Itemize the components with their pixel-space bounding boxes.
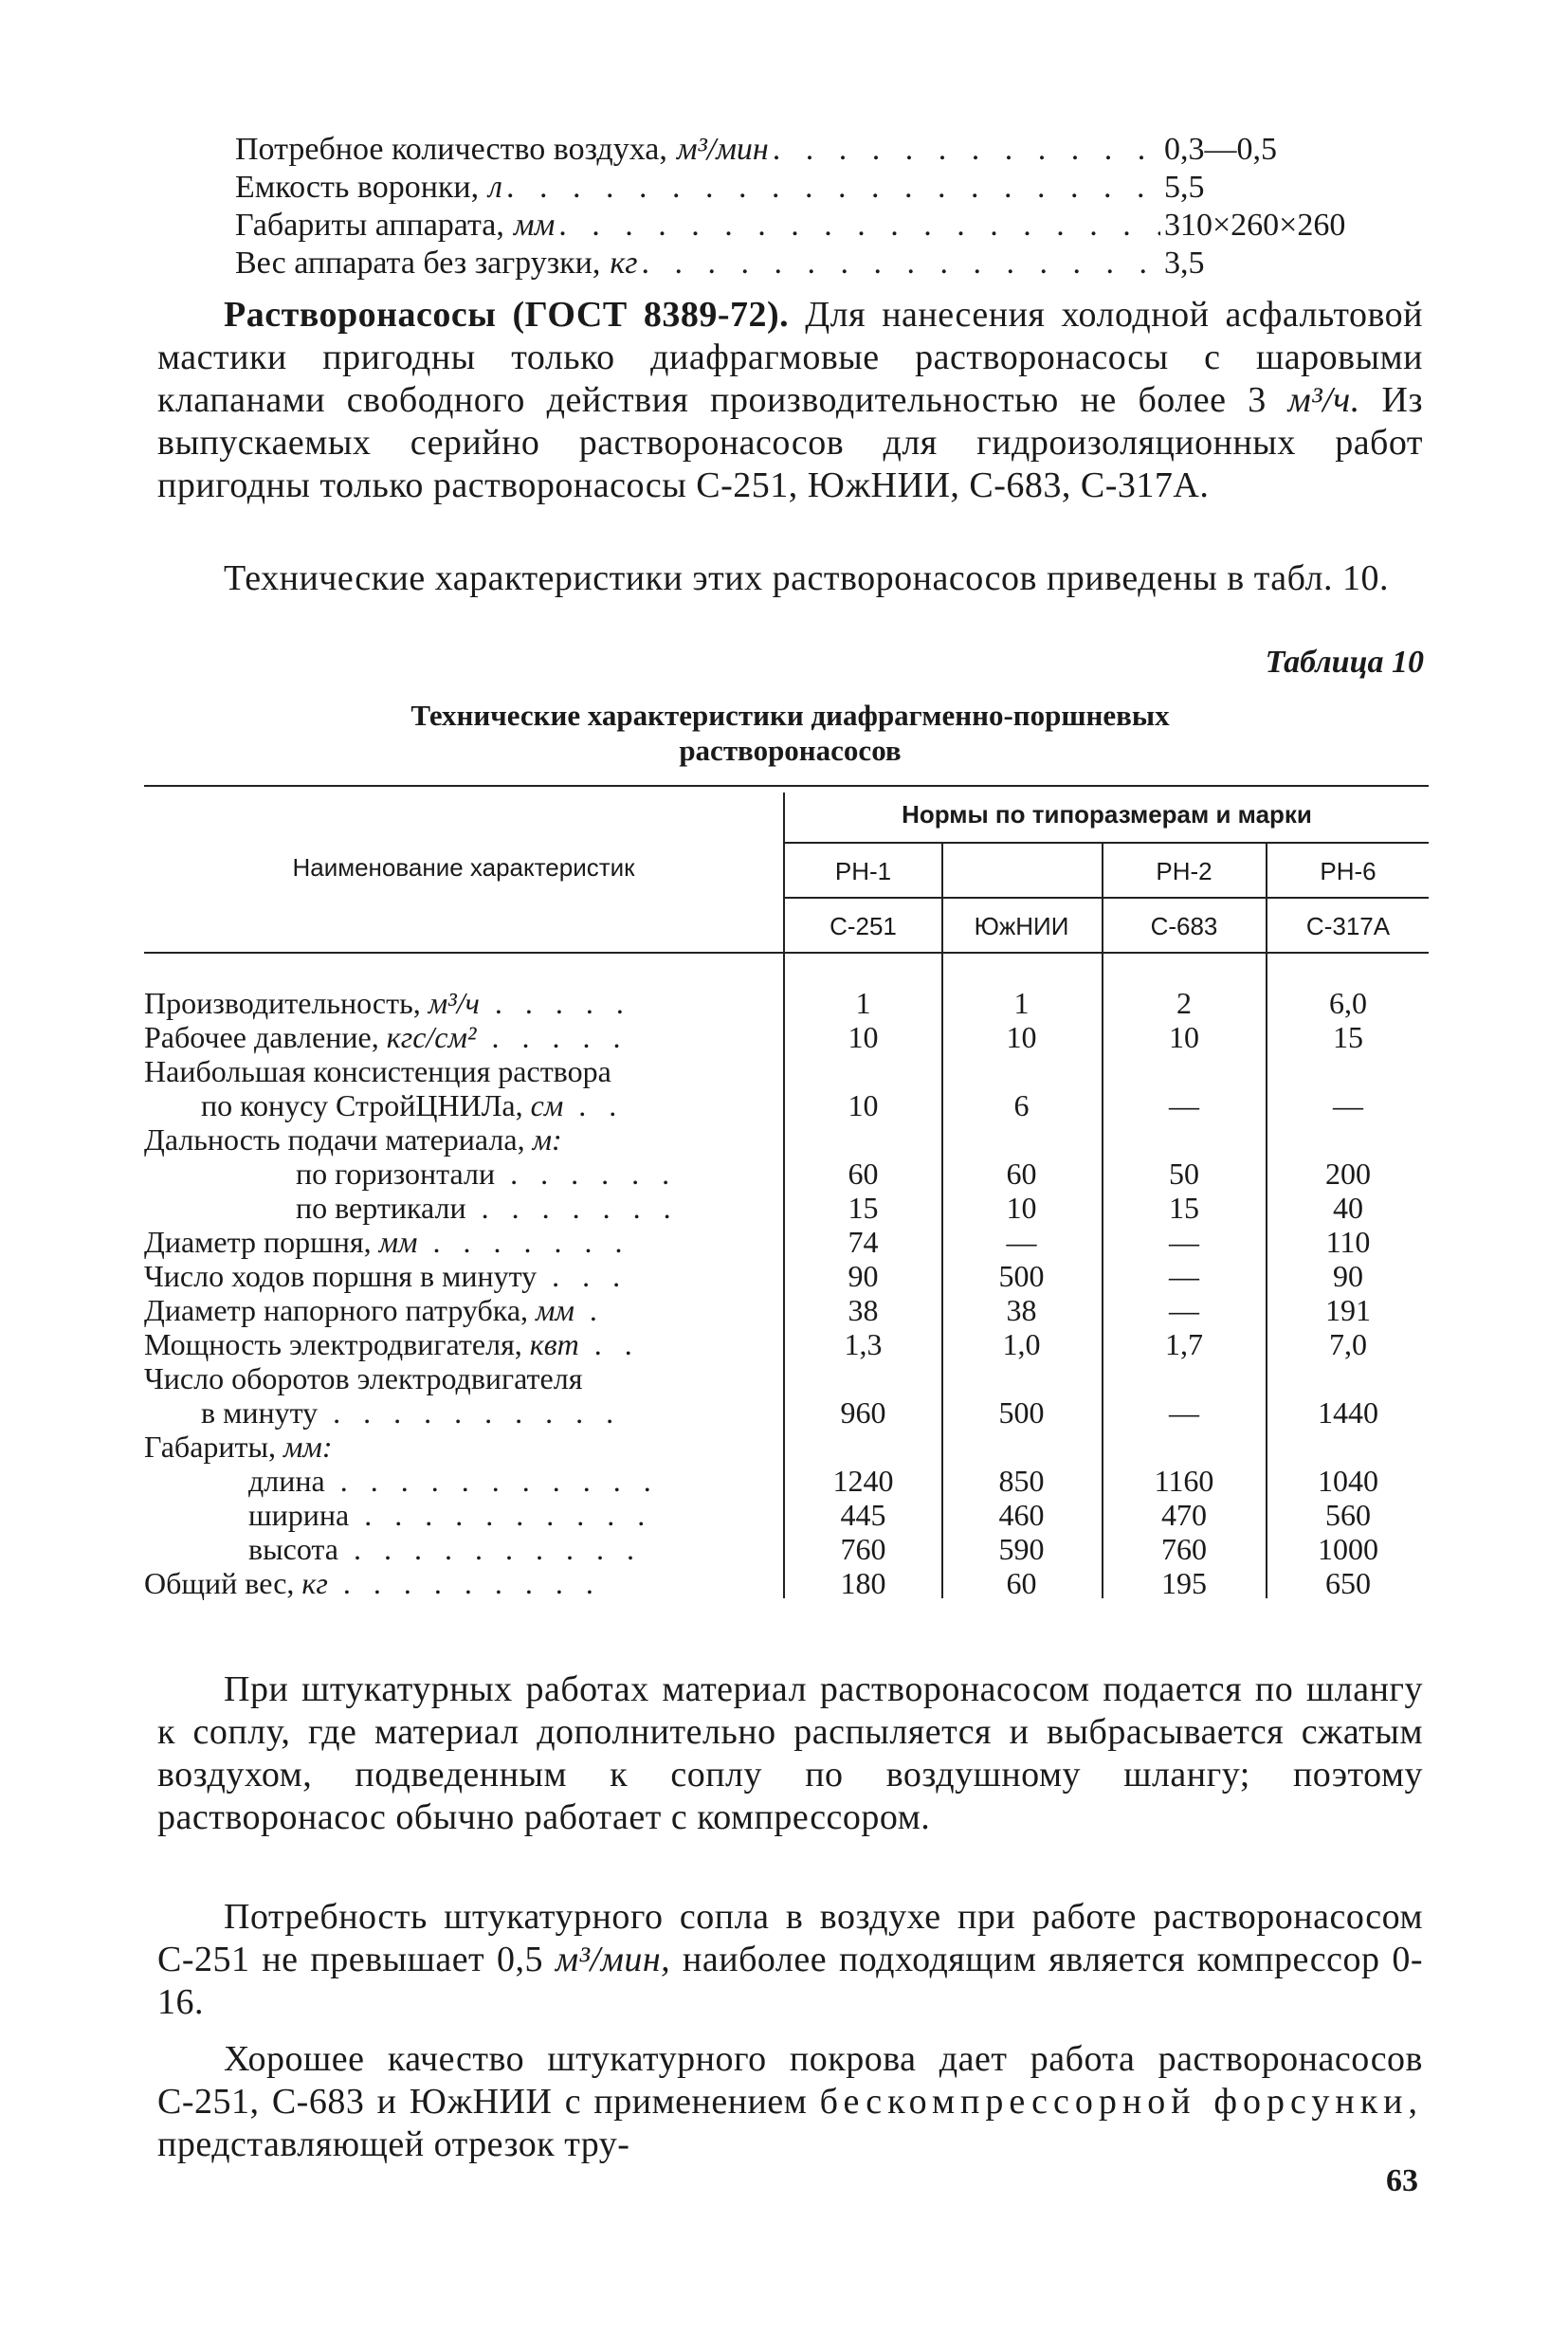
header-norms: Нормы по типоразмерам и марки <box>902 800 1312 829</box>
header-mark: С-317А <box>1305 912 1391 940</box>
table-title-line: Технические характеристики диафрагменно-поршневых <box>410 699 1170 732</box>
table-row <box>144 1498 1429 1532</box>
row-unit: квт <box>529 1327 579 1361</box>
paragraph-table-ref: Технические характеристики этих растворонасосов приведены в табл. 10. <box>224 558 1390 598</box>
cell-value: — <box>1169 1259 1199 1293</box>
table-row <box>144 986 1429 1020</box>
row-unit: мм <box>536 1293 574 1327</box>
cell-value: 38 <box>1006 1293 1037 1327</box>
table-row <box>144 1566 1429 1600</box>
paragraph-text: Хорошее качество штукатурного покрова дает работа растворонасосов С-251, С-683 и ЮжНИИ с применением <box>157 2039 1423 2122</box>
row-label-text: высота <box>248 1532 338 1566</box>
spec-row <box>235 131 1420 169</box>
cell-value: 90 <box>1333 1259 1363 1293</box>
cell-value: 200 <box>1325 1157 1371 1191</box>
cell-value: 1040 <box>1318 1464 1378 1498</box>
cell-value: 60 <box>848 1157 879 1191</box>
row-unit: кг <box>301 1566 328 1600</box>
cell-value: 60 <box>1006 1157 1037 1191</box>
paragraph-text: наиболее подходящим является компрессор 0-16. <box>157 1940 1424 2022</box>
leader-dots <box>558 207 1160 245</box>
table-top-rule <box>144 785 1429 787</box>
row-label <box>144 1225 751 1259</box>
table-label: Таблица 10 <box>1265 645 1424 680</box>
row-label <box>144 1054 751 1088</box>
cell-value: 195 <box>1161 1566 1207 1600</box>
cell-value: 1000 <box>1318 1532 1378 1566</box>
spec-unit: л <box>488 170 502 205</box>
row-label-text: по горизонтали <box>296 1157 496 1191</box>
table-row <box>144 1225 1429 1259</box>
row-unit: кгс/см² <box>386 1020 477 1054</box>
table-row <box>144 1259 1429 1293</box>
page-number: 63 <box>1386 2163 1418 2198</box>
leader-dots: . . . . . . . . . . <box>349 1498 653 1532</box>
cell-value: 15 <box>1169 1191 1199 1225</box>
leader-dots: . . . <box>537 1259 629 1293</box>
cell-value: 960 <box>840 1395 886 1430</box>
paragraph-air <box>157 1896 1423 2024</box>
cell-value: 1,7 <box>1165 1327 1203 1361</box>
row-label <box>144 1020 751 1054</box>
row-label <box>144 1395 808 1430</box>
cell-value: 760 <box>1161 1532 1207 1566</box>
cell-value: 6,0 <box>1329 986 1367 1020</box>
paragraph-text: Для нанесения холодной асфальтовой мастики пригодны только диафрагмовые растворонасосы с шаровыми клапанами свободного действия производительностью не более 3 <box>157 295 1423 420</box>
row-label <box>144 1430 751 1464</box>
spec-name: Габариты аппарата, <box>235 208 504 243</box>
cell-value: 850 <box>998 1464 1045 1498</box>
cell-value: 2 <box>1176 986 1192 1020</box>
row-label-text: Число ходов поршня в минуту <box>144 1259 538 1293</box>
table-title <box>157 698 1423 768</box>
spec-unit: м³/мин <box>676 132 769 167</box>
spec-value: 5,5 <box>1164 170 1205 205</box>
table-row <box>144 1191 1429 1225</box>
paragraph-text: Потребность штукатурного сопла в воздухе при работе растворонасосом С-251 не превышает 0,5 <box>157 1897 1423 1979</box>
cell-value: — <box>1333 1088 1363 1122</box>
cell-value: 590 <box>998 1532 1045 1566</box>
row-label <box>144 1361 751 1395</box>
cell-value: 650 <box>1325 1566 1371 1600</box>
row-label <box>144 1464 855 1498</box>
row-label-text: по конусу СтройЦНИЛа, <box>201 1088 531 1122</box>
cell-value: 180 <box>840 1566 886 1600</box>
unit-text: м³/мин, <box>555 1940 671 1979</box>
cell-value: 40 <box>1333 1191 1363 1225</box>
header-rule <box>785 897 1429 899</box>
cell-value: 445 <box>840 1498 886 1532</box>
cell-value: 7,0 <box>1329 1327 1367 1361</box>
spec-name: Емкость воронки, <box>235 170 480 205</box>
cell-value: 760 <box>840 1532 886 1566</box>
row-label <box>144 1532 855 1566</box>
cell-value: 1,3 <box>844 1327 883 1361</box>
row-label-text: Производительность, <box>144 986 428 1020</box>
cell-value: 460 <box>998 1498 1045 1532</box>
row-label-text: Рабочее давление, <box>144 1020 387 1054</box>
row-label <box>144 1293 751 1327</box>
table-row <box>144 1122 1429 1157</box>
header-mark: ЮжНИИ <box>974 912 1069 940</box>
row-label-text: Общий вес, <box>144 1566 302 1600</box>
cell-value: — <box>1169 1225 1199 1259</box>
spec-row <box>235 169 1420 207</box>
row-label-text: Диаметр напорного патрубка, <box>144 1293 537 1327</box>
spec-name: Потребное количество воздуха, <box>235 132 667 167</box>
paragraph-quality <box>157 2038 1423 2166</box>
row-label-text: Число оборотов электродвигателя <box>144 1361 583 1395</box>
table-row <box>144 1088 1429 1122</box>
cell-value: 1440 <box>1318 1395 1378 1430</box>
table-title-line: растворонасосов <box>679 734 902 767</box>
spec-value: 310×260×260 <box>1164 208 1346 243</box>
leader-dots: . . . . . . . . . <box>327 1566 601 1600</box>
row-label <box>144 986 751 1020</box>
row-label <box>144 1566 751 1600</box>
cell-value: 560 <box>1325 1498 1371 1532</box>
table-row <box>144 1464 1429 1498</box>
paragraph-plaster: При штукатурных работах материал растворонасосом подается по шлангу к соплу, где материал дополнительно распыляется и выбрасывается сжатым воздухом, подведенным к соплу по воздушному шлангу; поэтому растворонасос обычно работает с компрессором. <box>157 1669 1423 1837</box>
header-mark: С-251 <box>830 912 897 940</box>
header-bottom-rule <box>144 952 1429 954</box>
row-label-text: в минуту <box>201 1395 319 1430</box>
leader-dots: . . <box>578 1327 640 1361</box>
leader-dots: . . <box>563 1088 625 1122</box>
header-rule <box>785 842 1429 844</box>
leader-dots: . . . . . . <box>495 1157 678 1191</box>
header-type: РН-2 <box>1156 857 1212 885</box>
spec-row <box>235 245 1420 282</box>
header-type: РН-1 <box>834 857 892 885</box>
leader-dots <box>773 131 1160 169</box>
cell-value: 60 <box>1006 1566 1037 1600</box>
row-label-text: Дальность подачи материала, <box>144 1122 533 1157</box>
cell-value: 38 <box>848 1293 879 1327</box>
spec-list <box>235 131 1420 282</box>
row-label-text: Мощность электродвигателя, <box>144 1327 530 1361</box>
row-label <box>144 1259 751 1293</box>
leader-dots: . . . . . . . . . . . <box>324 1464 659 1498</box>
cell-value: 1240 <box>832 1464 894 1498</box>
paragraph-text: Из выпускаемых серийно растворонасосов для гидроизоляционных работ пригодны только растворонасосы С-251, ЮжНИИ, С-683, С-317А. <box>157 380 1423 505</box>
table-row <box>144 1054 1429 1088</box>
cell-value: — <box>1169 1088 1199 1122</box>
cell-value: 90 <box>848 1259 879 1293</box>
row-unit: мм: <box>283 1430 333 1464</box>
row-label-text: длина <box>248 1464 325 1498</box>
leader-dots: . . . . . <box>479 986 631 1020</box>
cell-value: 10 <box>1169 1020 1199 1054</box>
paragraph-pumps <box>157 294 1423 507</box>
cell-value: 74 <box>848 1225 879 1259</box>
cell-value: 10 <box>1006 1020 1037 1054</box>
header-type: РН-6 <box>1320 857 1377 885</box>
table-row <box>144 1532 1429 1566</box>
header-mark: С-683 <box>1150 912 1218 940</box>
paragraph-text: представляющей отрезок тру- <box>157 2124 630 2164</box>
characteristics-table <box>144 785 1429 1619</box>
table-row <box>144 1327 1429 1361</box>
leader-dots <box>642 245 1160 282</box>
header-name: Наименование характеристик <box>292 853 635 882</box>
leader-dots <box>506 169 1160 207</box>
spec-row <box>235 207 1420 245</box>
row-unit: м³/ч <box>428 986 480 1020</box>
cell-value: — <box>1169 1293 1199 1327</box>
table-row <box>144 1293 1429 1327</box>
row-label-text: по вертикали <box>296 1191 466 1225</box>
cell-value: 470 <box>1161 1498 1207 1532</box>
row-unit: см <box>530 1088 564 1122</box>
row-unit: мм <box>378 1225 418 1259</box>
spec-unit: мм <box>513 208 556 243</box>
cell-value: 1 <box>1013 986 1030 1020</box>
cell-value: 10 <box>848 1020 879 1054</box>
cell-value: 191 <box>1325 1293 1371 1327</box>
spec-name: Вес аппарата без загрузки, <box>235 246 601 281</box>
unit-text: м³/ч. <box>1287 380 1360 420</box>
row-label-text: Диаметр поршня, <box>144 1225 379 1259</box>
table-row <box>144 1430 1429 1464</box>
cell-value: 500 <box>998 1395 1045 1430</box>
row-label-text: Наибольшая консистенция раствора <box>144 1054 611 1088</box>
row-label <box>144 1498 855 1532</box>
cell-value: 10 <box>848 1088 879 1122</box>
cell-value: — <box>1169 1395 1199 1430</box>
cell-value: 10 <box>1006 1191 1037 1225</box>
cell-value: 15 <box>1333 1020 1363 1054</box>
table-row <box>144 1361 1429 1395</box>
row-unit: м: <box>532 1122 562 1157</box>
cell-value: 1160 <box>1154 1464 1214 1498</box>
leader-dots: . . . . . . . <box>417 1225 630 1259</box>
table-row <box>144 1157 1429 1191</box>
spaced-term: бескомпрессорной форсунки, <box>819 2082 1423 2122</box>
leader-dots: . <box>574 1293 605 1327</box>
cell-value: 1 <box>855 986 871 1020</box>
leader-dots: . . . . . . . . . . <box>318 1395 622 1430</box>
spec-value: 0,3—0,5 <box>1164 132 1277 167</box>
cell-value: 500 <box>998 1259 1045 1293</box>
cell-value: 50 <box>1169 1157 1199 1191</box>
row-label-text: ширина <box>248 1498 350 1532</box>
cell-value: 1,0 <box>1002 1327 1041 1361</box>
row-label <box>144 1122 751 1157</box>
leader-dots: . . . . . <box>476 1020 629 1054</box>
section-heading: Растворонасосы (ГОСТ 8389-72). <box>224 295 790 335</box>
spec-value: 3,5 <box>1164 246 1205 281</box>
row-label <box>144 1327 751 1361</box>
spec-unit: кг <box>610 246 638 281</box>
row-label <box>144 1088 808 1122</box>
cell-value: 15 <box>848 1191 879 1225</box>
cell-value: 110 <box>1325 1225 1371 1259</box>
row-label-text: Габариты, <box>144 1430 283 1464</box>
table-row <box>144 1395 1429 1430</box>
cell-value: — <box>1006 1225 1037 1259</box>
leader-dots: . . . . . . . . . . <box>337 1532 642 1566</box>
leader-dots: . . . . . . . <box>465 1191 679 1225</box>
table-row <box>144 1020 1429 1054</box>
cell-value: 6 <box>1013 1088 1030 1122</box>
